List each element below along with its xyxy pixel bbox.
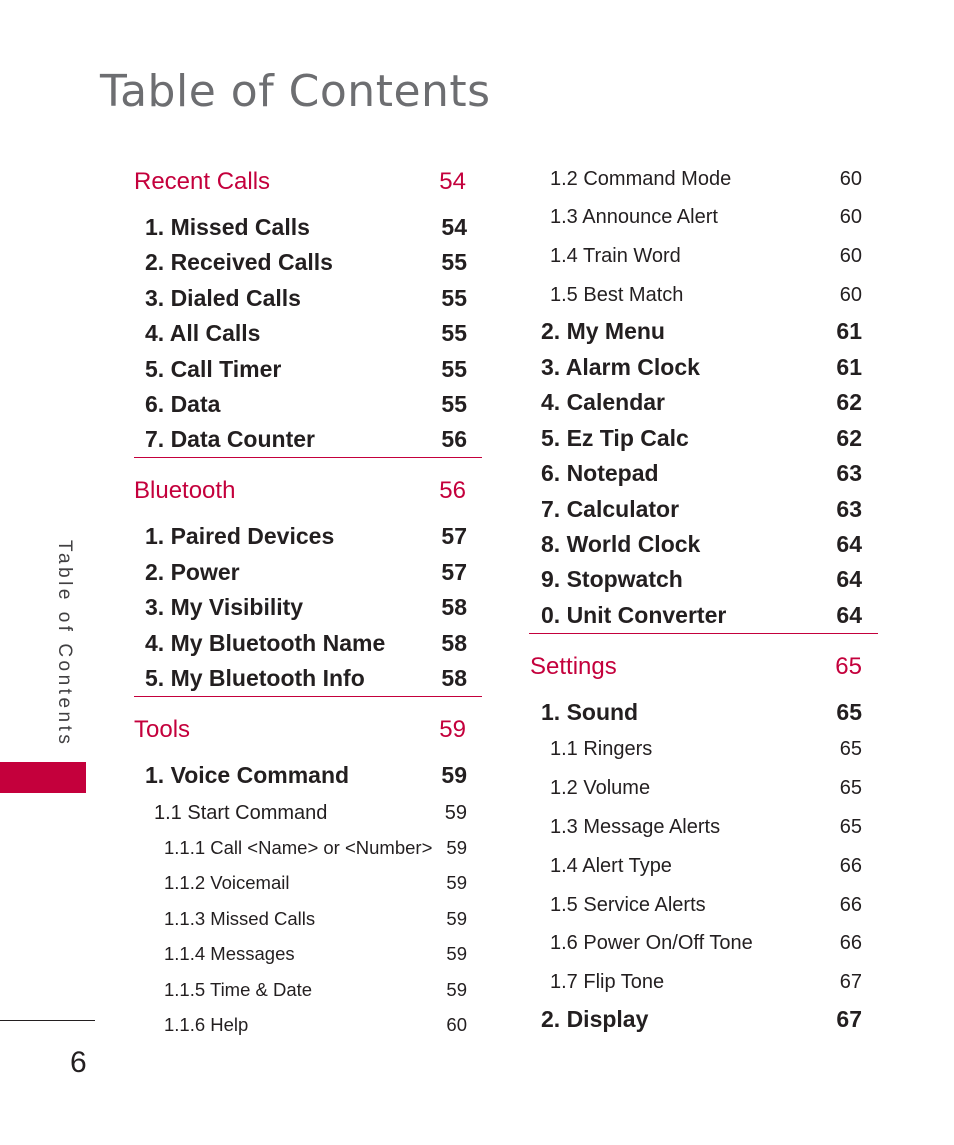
toc-entry-page: 58 (441, 594, 467, 620)
toc-entry-page: 67 (839, 971, 862, 993)
toc-entry-page: 65 (835, 653, 862, 680)
toc-entry-page: 62 (836, 425, 862, 451)
toc-entry-label: 1.4 Alert Type (550, 855, 672, 877)
toc-entry[interactable] (164, 1014, 467, 1036)
toc-entry[interactable] (550, 971, 862, 994)
toc-entry-label: 1.3 Message Alerts (550, 816, 721, 838)
toc-entry-page: 61 (836, 354, 862, 380)
toc-entry-label: 1.1 Ringers (550, 738, 653, 760)
toc-entry[interactable] (145, 214, 467, 241)
toc-entry-label: Tools (134, 716, 191, 743)
toc-entry-page: 65 (836, 699, 862, 725)
toc-entry-page: 60 (839, 168, 862, 190)
toc-entry[interactable] (541, 318, 862, 345)
toc-entry-label: 5. My Bluetooth Info (145, 665, 365, 691)
toc-entry-label: 1. Paired Devices (145, 523, 335, 549)
toc-entry-label: 1.6 Power On/Off Tone (550, 932, 753, 954)
toc-entry[interactable] (541, 496, 862, 523)
toc-entry[interactable] (145, 665, 467, 692)
toc-entry-label: 1.2 Command Mode (550, 168, 732, 190)
toc-entry-label: 1.3 Announce Alert (550, 206, 718, 228)
toc-entry-page: 67 (836, 1006, 862, 1032)
toc-entry-label: 2. Received Calls (145, 249, 333, 275)
section-divider (529, 633, 878, 634)
toc-entry-label: Bluetooth (134, 477, 236, 504)
toc-entry-page: 54 (439, 168, 466, 195)
toc-entry[interactable] (541, 531, 862, 558)
toc-entry-label: 1. Sound (541, 699, 639, 725)
section-divider (134, 696, 482, 697)
toc-entry-label: 1.1.3 Missed Calls (164, 908, 316, 929)
toc-entry-page: 63 (836, 460, 862, 486)
toc-entry[interactable] (145, 762, 467, 789)
toc-entry[interactable] (164, 943, 467, 965)
toc-entry-page: 66 (839, 894, 862, 916)
toc-entry[interactable] (550, 284, 862, 307)
toc-entry-page: 60 (839, 245, 862, 267)
toc-entry-label: 1.5 Best Match (550, 284, 684, 306)
toc-entry-page: 61 (836, 318, 862, 344)
toc-entry-label: 6. Data (145, 391, 221, 417)
toc-entry-page: 60 (839, 206, 862, 228)
toc-entry-label: 0. Unit Converter (541, 602, 727, 628)
toc-entry-page: 59 (446, 908, 467, 929)
toc-entry-page: 55 (441, 320, 467, 346)
page-number: 6 (70, 1046, 87, 1079)
toc-entry-label: 1.4 Train Word (550, 245, 681, 267)
section-divider (134, 457, 482, 458)
toc-entry-label: 3. Dialed Calls (145, 285, 301, 311)
toc-entry[interactable] (550, 932, 862, 955)
toc-section-heading[interactable] (134, 716, 466, 744)
toc-entry-page: 64 (836, 531, 862, 557)
toc-entry-label: 2. Power (145, 559, 240, 585)
toc-entry-page: 58 (441, 630, 467, 656)
toc-entry-label: 1. Missed Calls (145, 214, 310, 240)
toc-entry-page: 59 (446, 943, 467, 964)
toc-entry-label: 6. Notepad (541, 460, 659, 486)
toc-entry-label: 4. My Bluetooth Name (145, 630, 386, 656)
toc-entry[interactable] (145, 356, 467, 383)
toc-entry-label: Settings (530, 653, 617, 680)
toc-entry-page: 64 (836, 602, 862, 628)
toc-entry-page: 57 (441, 523, 467, 549)
toc-entry-label: Recent Calls (134, 168, 271, 195)
toc-entry-label: 4. Calendar (541, 389, 665, 415)
toc-entry-page: 55 (441, 285, 467, 311)
toc-entry[interactable] (541, 354, 862, 381)
toc-entry[interactable] (145, 320, 467, 347)
footer-rule (0, 1020, 95, 1021)
toc-entry-label: 3. My Visibility (145, 594, 304, 620)
toc-entry-page: 62 (836, 389, 862, 415)
toc-entry[interactable] (541, 699, 862, 726)
toc-entry[interactable] (145, 391, 467, 418)
toc-entry[interactable] (164, 908, 467, 930)
toc-entry-label: 5. Ez Tip Calc (541, 425, 689, 451)
toc-entry-page: 57 (441, 559, 467, 585)
toc-entry-label: 1.1.5 Time & Date (164, 979, 313, 1000)
toc-entry[interactable] (164, 872, 467, 894)
toc-entry[interactable] (541, 1006, 862, 1033)
toc-entry[interactable] (145, 523, 467, 550)
toc-entry[interactable] (145, 594, 467, 621)
toc-entry-page: 65 (839, 738, 862, 760)
toc-entry[interactable] (145, 249, 467, 276)
toc-entry-page: 59 (446, 872, 467, 893)
toc-entry-page: 64 (836, 566, 862, 592)
toc-entry[interactable] (550, 245, 862, 268)
toc-entry-page: 65 (839, 816, 862, 838)
toc-entry-page: 55 (441, 391, 467, 417)
toc-entry-label: 2. My Menu (541, 318, 665, 344)
toc-entry-page: 66 (839, 932, 862, 954)
toc-entry-label: 3. Alarm Clock (541, 354, 700, 380)
toc-entry-page: 60 (446, 1014, 467, 1035)
toc-entry-label: 1.1.6 Help (164, 1014, 249, 1035)
side-section-label: Table of Contents (54, 540, 75, 748)
toc-entry[interactable] (550, 777, 862, 800)
toc-entry-page: 59 (439, 716, 466, 743)
toc-entry[interactable] (541, 389, 862, 416)
toc-entry-label: 2. Display (541, 1006, 649, 1032)
toc-entry-label: 1.1.4 Messages (164, 943, 295, 964)
toc-entry[interactable] (145, 426, 467, 453)
toc-entry-page: 56 (439, 477, 466, 504)
toc-entry[interactable] (550, 855, 862, 878)
toc-entry-label: 1.1.1 Call <Name> or <Number> (164, 837, 433, 858)
toc-entry-page: 58 (441, 665, 467, 691)
toc-entry-page: 63 (836, 496, 862, 522)
toc-section-heading[interactable] (134, 168, 466, 196)
toc-entry[interactable] (541, 425, 862, 452)
toc-entry[interactable] (550, 894, 862, 917)
toc-entry-page: 59 (441, 762, 467, 788)
toc-entry[interactable] (145, 630, 467, 657)
toc-entry[interactable] (550, 738, 862, 761)
toc-entry-label: 1.1.2 Voicemail (164, 872, 290, 893)
toc-entry-page: 59 (444, 802, 467, 824)
toc-entry-page: 55 (441, 356, 467, 382)
toc-entry-page: 59 (446, 837, 467, 858)
toc-entry[interactable] (541, 460, 862, 487)
toc-entry[interactable] (164, 979, 467, 1001)
toc-entry-label: 1. Voice Command (145, 762, 350, 788)
toc-entry-page: 60 (839, 284, 862, 306)
toc-entry-page: 65 (839, 777, 862, 799)
toc-entry[interactable] (145, 285, 467, 312)
toc-entry-label: 8. World Clock (541, 531, 701, 557)
toc-entry-label: 1.1 Start Command (154, 802, 328, 824)
toc-entry-page: 55 (441, 249, 467, 275)
toc-entry[interactable] (154, 802, 467, 825)
toc-entry[interactable] (541, 602, 862, 629)
toc-section-heading[interactable] (530, 653, 862, 681)
page-title: Table of Contents (100, 66, 491, 117)
toc-entry-page: 66 (839, 855, 862, 877)
toc-entry-label: 1.5 Service Alerts (550, 894, 706, 916)
toc-entry[interactable] (164, 837, 467, 859)
toc-entry-label: 5. Call Timer (145, 356, 282, 382)
toc-entry-label: 1.2 Volume (550, 777, 651, 799)
toc-entry-page: 59 (446, 979, 467, 1000)
toc-entry-label: 7. Calculator (541, 496, 680, 522)
toc-entry[interactable] (145, 559, 467, 586)
toc-entry-page: 54 (441, 214, 467, 240)
toc-entry[interactable] (541, 566, 862, 593)
toc-section-heading[interactable] (134, 477, 466, 505)
toc-entry[interactable] (550, 816, 862, 839)
toc-entry-label: 4. All Calls (145, 320, 261, 346)
toc-entry-label: 7. Data Counter (145, 426, 315, 452)
side-section-tab (0, 762, 86, 793)
toc-entry[interactable] (550, 206, 862, 229)
toc-entry[interactable] (550, 168, 862, 191)
toc-entry-label: 9. Stopwatch (541, 566, 683, 592)
toc-entry-label: 1.7 Flip Tone (550, 971, 665, 993)
toc-entry-page: 56 (441, 426, 467, 452)
